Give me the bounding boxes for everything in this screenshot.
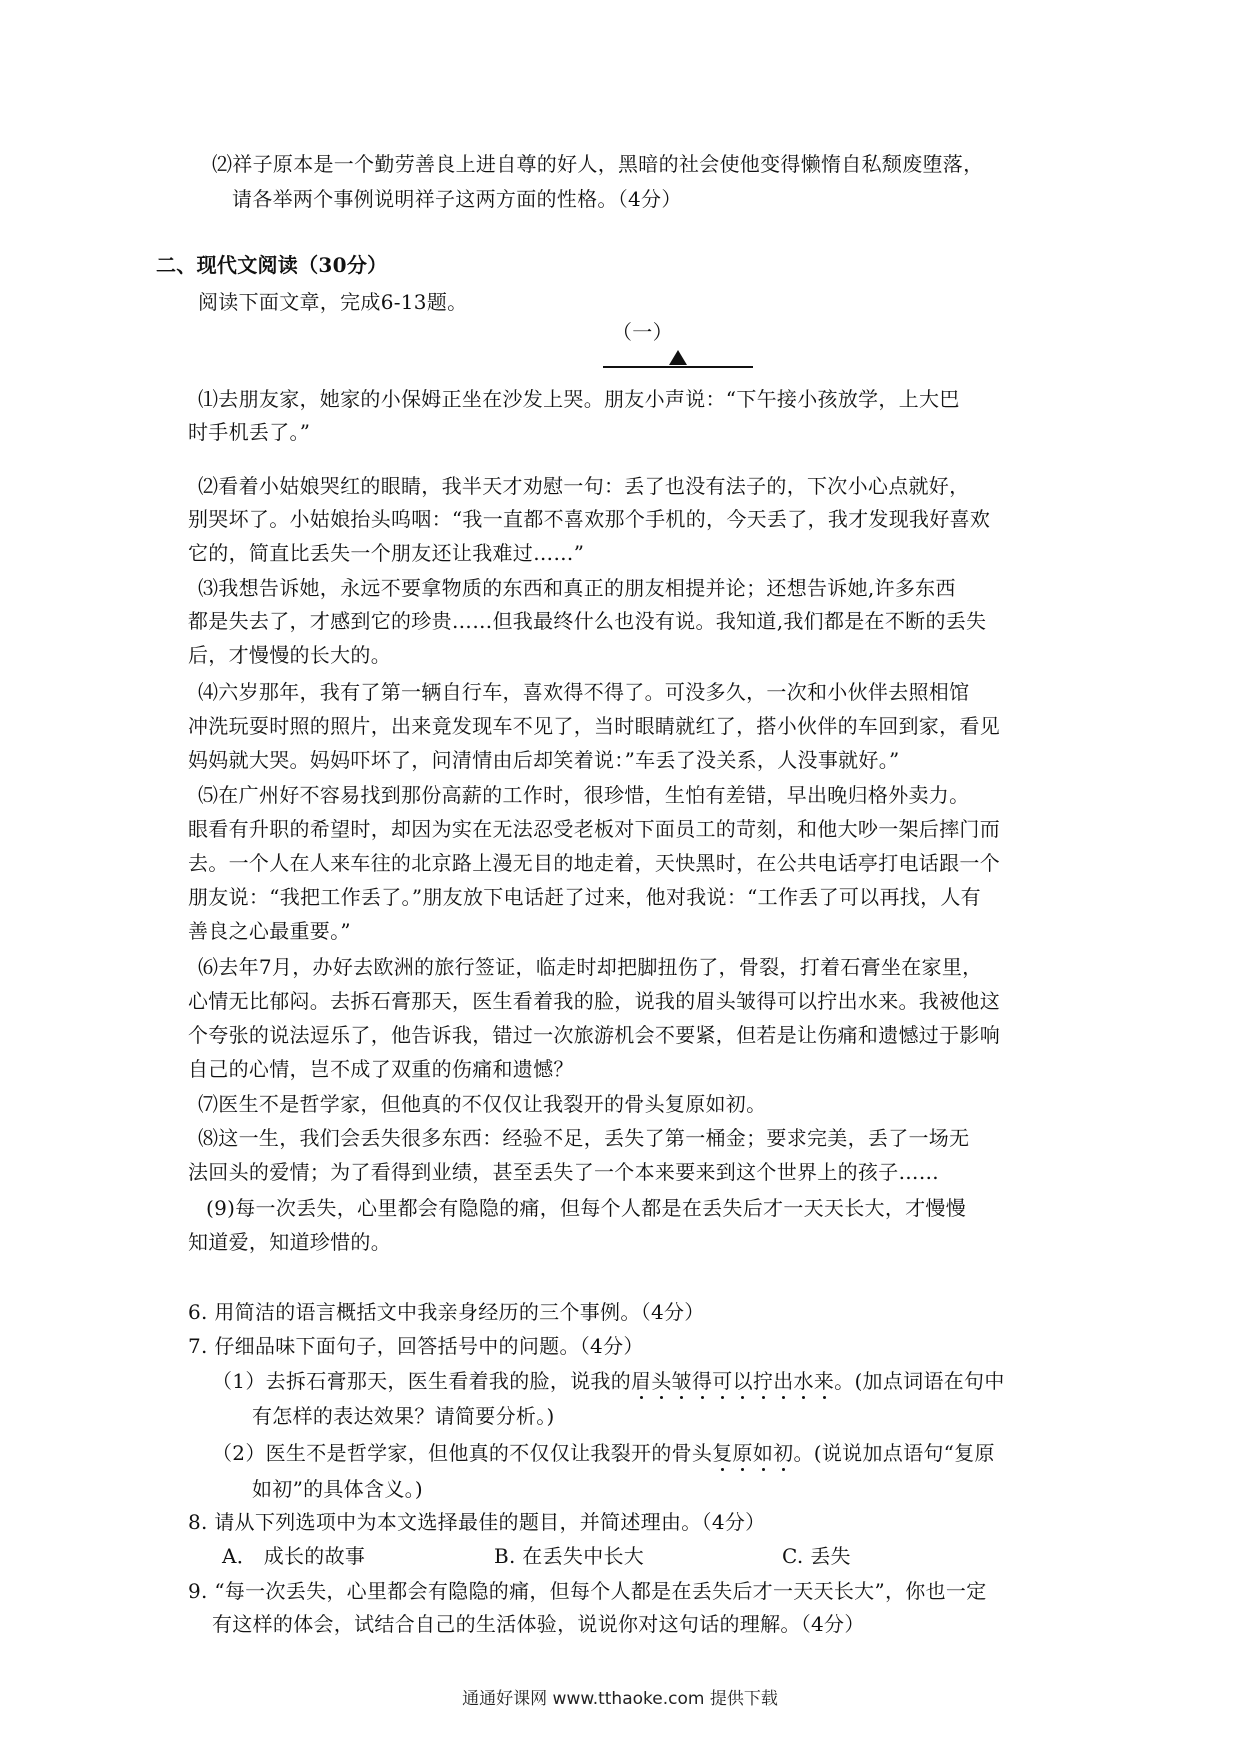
paragraph-5-line-1: ⑸在广州好不容易找到那份高薪的工作时，很珍惜，生怕有差错，早出晚归格外卖力。	[198, 783, 970, 807]
emphasis-dotted-char: 来	[813, 1369, 835, 1393]
paragraph-7-line-1: ⑺医生不是哲学家，但他真的不仅仅让我裂开的骨头复原如初。	[198, 1092, 767, 1116]
emphasis-dotted-char: 头	[651, 1369, 672, 1393]
paragraph-9-line-2: 知道爱，知道珍惜的。	[188, 1230, 391, 1254]
emphasis-dotted-char: 原	[732, 1441, 753, 1465]
paragraph-3-line-1: ⑶我想告诉她，永远不要拿物质的东西和真正的朋友相提并论；还想告诉她,许多东西	[198, 576, 956, 600]
question-7-1-line-1	[212, 1369, 1005, 1393]
paragraph-2-line-1: ⑵看着小姑娘哭红的眼睛，我半天才劝慰一句：丢了也没有法子的，下次小心点就好，	[198, 474, 970, 498]
question-9-line-2: 有这样的体会，试结合自己的生活体验，说说你对这句话的理解。（4分）	[212, 1612, 865, 1636]
section-2-instruction: 阅读下面文章，完成6-13题。	[198, 290, 468, 314]
paragraph-2-line-3: 它的，简直比丢失一个朋友还让我难过……”	[188, 541, 585, 565]
question-7-1-dotted-phrase	[631, 1369, 834, 1393]
question-7-1-text-a: （1）去拆石膏那天，医生看着我的脸，说我的	[212, 1369, 632, 1393]
question-7-1-text-c: 。(加点词语在句中	[834, 1369, 1005, 1393]
question-8-option-b: B. 在丢失中长大	[494, 1544, 645, 1568]
paragraph-4-line-3: 妈妈就大哭。妈妈吓坏了，问清情由后却笑着说：”车丢了没关系，人没事就好。”	[188, 748, 900, 772]
paragraph-5-line-5: 善良之心最重要。”	[188, 919, 351, 943]
paragraph-5-line-2: 眼看有升职的希望时，却因为实在无法忍受老板对下面员工的苛刻，和他大吵一架后摔门而	[188, 817, 1000, 841]
paragraph-3-line-3: 后，才慢慢的长大的。	[188, 643, 391, 667]
emphasis-dotted-char: 如	[752, 1441, 774, 1465]
paragraph-1-line-1: ⑴去朋友家，她家的小保姆正坐在沙发上哭。朋友小声说：“下午接小孩放学，上大巴	[198, 387, 960, 411]
paragraph-6-line-3: 个夸张的说法逗乐了，他告诉我，错过一次旅游机会不要紧，但若是让伤痛和遗憾过于影响	[188, 1023, 1000, 1047]
paragraph-6-line-2: 心情无比郁闷。去拆石膏那天，医生看着我的脸，说我的眉头皱得可以拧出水来。我被他这	[188, 989, 1000, 1013]
emphasis-dotted-char: 可	[712, 1369, 733, 1393]
emphasis-dotted-char: 出	[773, 1369, 794, 1393]
question-8: 8. 请从下列选项中为本文选择最佳的题目，并简述理由。（4分）	[188, 1510, 766, 1534]
part-one-heading: （一）	[612, 320, 673, 344]
paragraph-9-line-1: (9)每一次丢失，心里都会有隐隐的痛，但每个人都是在丢失后才一天天长大，才慢慢	[206, 1196, 967, 1220]
emphasis-dotted-char: 皱	[671, 1369, 692, 1393]
title-placeholder-rule	[603, 366, 753, 368]
question-7-2-line-2: 如初”的具体含义。)	[252, 1477, 424, 1501]
question-5b-line-1: ⑵祥子原本是一个勤劳善良上进自尊的好人，黑暗的社会使他变得懒惰自私颓废堕落，	[212, 152, 984, 176]
paragraph-8-line-2: 法回头的爱情；为了看得到业绩，甚至丢失了一个本来要来到这个世界上的孩子……	[188, 1160, 940, 1184]
question-8-option-a: A． 成长的故事	[222, 1544, 366, 1568]
paragraph-4-line-2: 冲洗玩耍时照的照片，出来竟发现车不见了，当时眼睛就红了，搭小伙伴的车回到家，看见	[188, 714, 1000, 738]
paragraph-6-line-1: ⑹去年7月，办好去欧洲的旅行签证，临走时却把脚扭伤了，骨裂，打着石膏坐在家里，	[198, 955, 983, 979]
title-placeholder-triangle-icon	[669, 350, 687, 365]
question-7-1-line-2: 有怎样的表达效果？请简要分析。)	[252, 1404, 555, 1428]
emphasis-dotted-char: 以	[732, 1369, 753, 1393]
emphasis-dotted-char: 拧	[752, 1369, 774, 1393]
question-8-option-c: C. 丢失	[782, 1544, 851, 1568]
paragraph-3-line-2: 都是失去了，才感到它的珍贵……但我最终什么也没有说。我知道,我们都是在不断的丢失	[188, 609, 987, 633]
paragraph-6-line-4: 自己的心情，岂不成了双重的伤痛和遗憾？	[188, 1057, 574, 1081]
question-7-2-line-1	[212, 1441, 995, 1465]
emphasis-dotted-char: 初	[773, 1441, 794, 1465]
paragraph-2-line-2: 别哭坏了。小姑娘抬头呜咽：“我一直都不喜欢那个手机的，今天丢了，我才发现我好喜欢	[188, 507, 991, 531]
emphasis-dotted-char: 水	[793, 1369, 814, 1393]
paragraph-8-line-1: ⑻这一生，我们会丢失很多东西：经验不足，丢失了第一桶金；要求完美，丢了一场无	[198, 1126, 970, 1150]
paragraph-5-line-3: 去。一个人在人来车往的北京路上漫无目的地走着，天快黑时，在公共电话亭打电话跟一个	[188, 851, 1000, 875]
section-2-title: 二、现代文阅读（30分）	[156, 253, 388, 277]
footer-download-note: 通通好课网 www.tthaoke.com 提供下载	[462, 1689, 778, 1709]
paragraph-4-line-1: ⑷六岁那年，我有了第一辆自行车，喜欢得不得了。可没多久，一次和小伙伴去照相馆	[198, 680, 970, 704]
emphasis-dotted-char: 眉	[631, 1369, 652, 1393]
question-7-2-text-a: （2）医生不是哲学家，但他真的不仅仅让我裂开的骨头	[212, 1441, 713, 1465]
emphasis-dotted-char: 复	[712, 1441, 733, 1465]
emphasis-dotted-char: 得	[691, 1369, 713, 1393]
question-7-2-dotted-phrase	[712, 1441, 793, 1465]
question-9-line-1: 9. “每一次丢失，心里都会有隐隐的痛，但每个人都是在丢失后才一天天长大”，你也一定	[188, 1579, 987, 1603]
question-7: 7. 仔细品味下面句子，回答括号中的问题。（4分）	[188, 1334, 644, 1358]
question-5b-line-2: 请各举两个事例说明祥子这两方面的性格。（4分）	[232, 187, 682, 211]
question-7-2-text-c: 。(说说加点语句“复原	[793, 1441, 995, 1465]
paragraph-1-line-2: 时手机丢了。”	[188, 420, 311, 444]
question-6: 6. 用简洁的语言概括文中我亲身经历的三个事例。（4分）	[188, 1300, 705, 1324]
paragraph-5-line-4: 朋友说：“我把工作丢了。”朋友放下电话赶了过来，他对我说：“工作丢了可以再找，人有	[188, 885, 981, 909]
